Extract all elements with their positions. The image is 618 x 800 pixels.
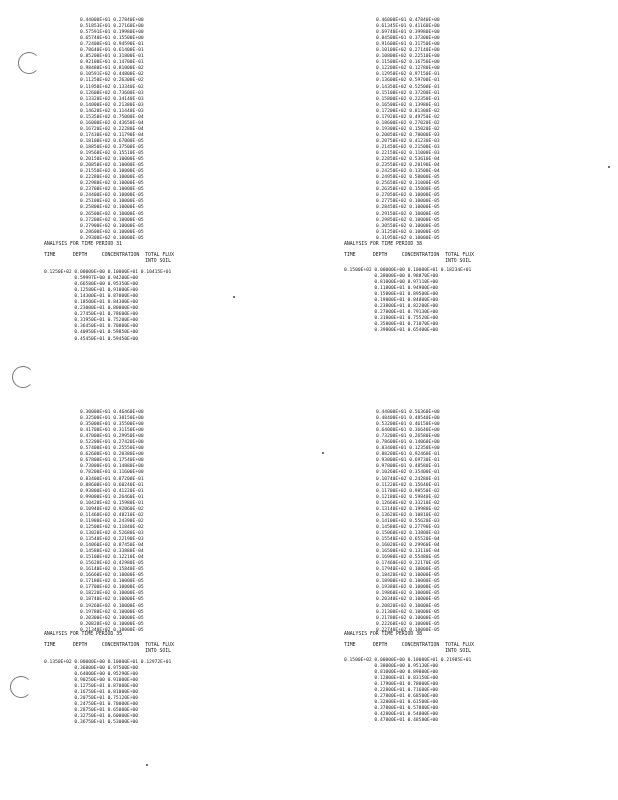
table-row: 0.22800E+01 0.71600E+00 xyxy=(344,688,439,694)
table-row: 0.35800E+01 0.71070E+00 xyxy=(344,322,439,328)
data-row: 0.12660E+02 0.33210E-02 xyxy=(376,500,440,506)
table-body-bottom-left xyxy=(44,660,171,727)
data-row: 0.25650E+02 0.31000E-05 xyxy=(376,181,440,187)
data-row: 0.24950E+02 0.58000E-05 xyxy=(376,175,440,181)
data-row: 0.88200E+01 0.92460E-01 xyxy=(376,452,440,458)
data-row: 0.25100E+02 0.10000E-05 xyxy=(80,199,144,205)
data-row: 0.13020E+02 0.52680E-03 xyxy=(80,530,144,536)
data-row: 0.83400E+01 0.87200E-01 xyxy=(80,476,144,482)
data-row: 0.11220E+02 0.15640E-01 xyxy=(376,482,440,488)
print-speck xyxy=(146,764,148,766)
data-row: 0.27750E+02 0.10000E-05 xyxy=(376,199,440,205)
data-row: 0.12200E+02 0.12780E+00 xyxy=(376,66,440,72)
data-row: 0.18740E+02 0.10000E-05 xyxy=(80,597,144,603)
data-row: 0.15800E+02 0.22350E-01 xyxy=(376,96,440,102)
data-row: 0.10740E+02 0.24280E-01 xyxy=(376,476,440,482)
table-row: 0.42800E+01 0.54000E+00 xyxy=(344,712,439,718)
data-row: 0.10420E+02 0.15980E-01 xyxy=(80,500,144,506)
data-row: 0.14580E+02 0.33880E-04 xyxy=(80,549,144,555)
data-row: 0.24250E+02 0.13500E-04 xyxy=(376,169,440,175)
data-row: 0.93800E+01 0.41220E-01 xyxy=(80,488,144,494)
table-row: 0.15800E+01 0.89500E+00 xyxy=(344,292,439,298)
data-row: 0.52200E+01 0.27420E+00 xyxy=(80,440,144,446)
data-row: 0.30000E+01 0.46460E+00 xyxy=(80,410,144,415)
table-row: 0.38000E+00 0.95130E+00 xyxy=(344,664,439,670)
data-row: 0.17180E+02 0.10000E-05 xyxy=(80,579,144,585)
data-row: 0.21550E+02 0.10000E-05 xyxy=(80,169,144,175)
data-row: 0.14060E+02 0.87450E-04 xyxy=(80,543,144,549)
data-row: 0.13140E+02 0.19980E-02 xyxy=(376,506,440,512)
data-row: 0.14100E+02 0.55620E-03 xyxy=(376,518,440,524)
table-row: 0.37800E+01 0.57880E+00 xyxy=(344,706,439,712)
data-row: 0.22150E+02 0.11000E-03 xyxy=(376,151,440,157)
data-row: 0.11700E+02 0.98550E-02 xyxy=(376,488,440,494)
table-row: 0.16750E+01 0.81000E+00 xyxy=(44,690,139,696)
data-row: 0.11950E+02 0.13340E-02 xyxy=(80,84,144,90)
data-row: 0.78640E+01 0.61400E-01 xyxy=(80,48,144,54)
table-row: 0.66580E+00 0.95350E+00 xyxy=(44,282,139,288)
print-speck xyxy=(322,452,324,454)
data-row: 0.17940E+02 0.10000E-05 xyxy=(376,567,440,573)
data-row: 0.10800E+02 0.22510E+00 xyxy=(376,54,440,60)
data-row: 0.10100E+02 0.27140E+00 xyxy=(376,48,440,54)
print-speck xyxy=(233,296,235,298)
data-row: 0.23550E+02 0.28190E-04 xyxy=(376,163,440,169)
table-row: 0.31800E+01 0.75520E+00 xyxy=(344,316,439,322)
table-row: 0.12750E+01 0.87000E+00 xyxy=(44,684,139,690)
data-row: 0.32500E+01 0.38150E+00 xyxy=(80,416,144,422)
data-row: 0.19300E+02 0.15020E-02 xyxy=(376,126,440,132)
data-column-bottom-right xyxy=(376,410,440,634)
data-row: 0.29850E+02 0.10000E-05 xyxy=(376,217,440,223)
data-row: 0.92100E+01 0.14700E-01 xyxy=(80,60,144,66)
data-row: 0.48400E+01 0.48540E+00 xyxy=(376,416,440,422)
data-column-bottom-left xyxy=(80,410,144,634)
data-row: 0.20340E+02 0.10000E-05 xyxy=(376,597,440,603)
data-row: 0.27900E+02 0.10000E-05 xyxy=(80,223,144,229)
table-body-top-left xyxy=(44,270,171,343)
data-row: 0.17460E+02 0.22170E-05 xyxy=(376,561,440,567)
data-row: 0.10260E+02 0.35400E-01 xyxy=(376,470,440,476)
data-row: 0.13540E+02 0.22190E-03 xyxy=(80,536,144,542)
data-row: 0.85200E+01 0.31800E-01 xyxy=(80,54,144,60)
data-row: 0.13600E+02 0.59700E-01 xyxy=(376,78,440,84)
table-row: 0.90250E+00 0.91000E+00 xyxy=(44,678,139,684)
data-row: 0.19260E+02 0.10000E-05 xyxy=(80,603,144,609)
data-row: 0.24400E+02 0.10000E-05 xyxy=(80,193,144,199)
table-row: 0.1500E+02 0.00000E+00 0.10000E+01 0.21985E+01 xyxy=(344,658,472,663)
data-row: 0.20820E+02 0.10000E-05 xyxy=(376,603,440,609)
data-row: 0.21450E+02 0.21500E-03 xyxy=(376,144,440,150)
data-row: 0.15350E+02 0.75000E-04 xyxy=(80,114,144,120)
data-row: 0.17700E+02 0.10000E-05 xyxy=(80,585,144,591)
data-row: 0.14580E+02 0.27790E-03 xyxy=(376,524,440,530)
data-row: 0.10591E+02 0.44800E-02 xyxy=(80,72,144,78)
data-row: 0.12500E+02 0.11840E-02 xyxy=(80,524,144,530)
table-row: 0.1250E+02 0.00000E+00 0.10000E+01 0.10415E+01 xyxy=(44,270,172,275)
data-row: 0.73200E+01 0.26580E+00 xyxy=(376,434,440,440)
section-title-top-right: ANALYSIS FOR TIME PERIOD 38 xyxy=(344,242,422,247)
table-row: 0.64000E+00 0.95290E+00 xyxy=(44,672,139,678)
data-row: 0.83400E+01 0.12350E+00 xyxy=(376,446,440,452)
data-row: 0.28600E+02 0.10000E-05 xyxy=(80,229,144,235)
data-row: 0.22980E+02 0.10000E-05 xyxy=(80,181,144,187)
table-header-bottom-right: TIME DEPTH CONCENTRATION TOTAL FLUX INTO SOIL xyxy=(344,643,474,654)
table-row: 0.23000E+01 0.80000E+00 xyxy=(44,306,139,312)
table-row: 0.45450E+01 0.59450E+00 xyxy=(44,336,139,342)
data-row: 0.15060E+02 0.13800E-03 xyxy=(376,530,440,536)
table-row: 0.20750E+01 0.75120E+00 xyxy=(44,696,139,702)
data-row: 0.64000E+01 0.36640E+00 xyxy=(376,428,440,434)
data-row: 0.16500E+02 0.13980E-01 xyxy=(376,102,440,108)
data-row: 0.30550E+02 0.10000E-05 xyxy=(376,223,440,229)
data-row: 0.12180E+02 0.59840E-02 xyxy=(376,494,440,500)
table-header-top-left: TIME DEPTH CONCENTRATION TOTAL FLUX INTO SOIL xyxy=(44,253,174,264)
data-row: 0.14350E+02 0.52500E-01 xyxy=(376,84,440,90)
data-row: 0.18220E+02 0.10000E-05 xyxy=(80,591,144,597)
data-row: 0.26500E+02 0.10000E-05 xyxy=(80,211,144,217)
data-row: 0.15100E+02 0.12210E-04 xyxy=(80,555,144,561)
data-row: 0.13620E+02 0.10810E-02 xyxy=(376,512,440,518)
table-row: 0.27800E+01 0.79130E+00 xyxy=(344,310,439,316)
data-row: 0.12950E+02 0.97150E-01 xyxy=(376,72,440,78)
data-row: 0.44000E+01 0.56360E+00 xyxy=(376,410,440,415)
print-speck xyxy=(608,166,610,168)
table-row: 0.36750E+01 0.53000E+00 xyxy=(44,720,139,726)
data-row: 0.16720E+02 0.22280E-04 xyxy=(80,126,144,132)
data-row: 0.46000E+01 0.47840E+00 xyxy=(376,18,440,23)
data-row: 0.22260E+02 0.10000E-05 xyxy=(376,621,440,627)
data-row: 0.31950E+02 0.10000E-05 xyxy=(376,235,440,241)
data-row: 0.31250E+02 0.10000E-05 xyxy=(376,229,440,235)
data-row: 0.15620E+02 0.42980E-05 xyxy=(80,561,144,567)
section-title-top-left: ANALYSIS FOR TIME PERIOD 31 xyxy=(44,242,122,247)
data-row: 0.47000E+01 0.29950E+00 xyxy=(80,434,144,440)
data-row: 0.18600E+02 0.27020E-02 xyxy=(376,120,440,126)
data-row: 0.69740E+01 0.39980E+00 xyxy=(376,30,440,36)
data-row: 0.98480E+01 0.81000E-02 xyxy=(80,66,144,72)
data-row: 0.20050E+02 0.78000E-03 xyxy=(376,132,440,138)
table-row: 0.81000E+00 0.89000E+00 xyxy=(344,670,439,676)
table-row: 0.24750E+01 0.70000E+00 xyxy=(44,702,139,708)
table-row: 0.27450E+01 0.78600E+00 xyxy=(44,312,139,318)
data-row: 0.25800E+02 0.10000E-05 xyxy=(80,205,144,211)
data-row: 0.18420E+02 0.10000E-05 xyxy=(376,573,440,579)
data-row: 0.62600E+01 0.20380E+00 xyxy=(80,452,144,458)
table-row: 0.32750E+01 0.60000E+00 xyxy=(44,714,139,720)
table-row: 0.59997E+00 0.94200E+00 xyxy=(44,276,139,282)
table-body-top-right xyxy=(344,268,471,335)
data-row: 0.61345E+01 0.41160E+00 xyxy=(376,24,440,30)
data-column-top-left xyxy=(80,18,144,242)
data-row: 0.18900E+02 0.10000E-05 xyxy=(376,579,440,585)
data-column-top-right xyxy=(376,18,440,242)
table-row: 0.1500E+02 0.00000E+00 0.10000E+01 0.18234E+01 xyxy=(344,268,472,273)
data-row: 0.12600E+02 0.73600E-03 xyxy=(80,90,144,96)
data-row: 0.28450E+02 0.10000E-05 xyxy=(376,205,440,211)
data-row: 0.78200E+01 0.11600E+00 xyxy=(80,470,144,476)
data-row: 0.19780E+02 0.10000E-05 xyxy=(80,609,144,615)
table-row: 0.19800E+01 0.84800E+00 xyxy=(344,298,439,304)
table-row: 0.81000E+00 0.97110E+00 xyxy=(344,280,439,286)
data-row: 0.15540E+02 0.65520E-04 xyxy=(376,536,440,542)
data-row: 0.21300E+02 0.10000E-05 xyxy=(376,609,440,615)
data-row: 0.16500E+02 0.13110E-04 xyxy=(376,549,440,555)
data-row: 0.13320E+02 0.34140E-03 xyxy=(80,96,144,102)
table-body-bottom-right xyxy=(344,658,471,725)
punch-hole-icon xyxy=(18,52,40,74)
data-row: 0.18100E+02 0.67000E-05 xyxy=(80,138,144,144)
table-row: 0.32800E+01 0.61500E+00 xyxy=(344,700,439,706)
table-row: 0.12800E+01 0.83150E+00 xyxy=(344,676,439,682)
data-row: 0.16020E+02 0.29960E-04 xyxy=(376,543,440,549)
data-row: 0.20750E+02 0.41230E-03 xyxy=(376,138,440,144)
data-row: 0.21340E+02 0.10000E-05 xyxy=(80,627,144,633)
data-row: 0.57400E+01 0.25550E+00 xyxy=(80,446,144,452)
table-row: 0.23800E+01 0.82200E+00 xyxy=(344,304,439,310)
data-row: 0.14000E+02 0.21380E-03 xyxy=(80,102,144,108)
data-row: 0.19860E+02 0.10000E-05 xyxy=(376,591,440,597)
table-row: 0.40950E+01 0.59850E+00 xyxy=(44,330,139,336)
data-row: 0.78600E+01 0.14060E+00 xyxy=(376,440,440,446)
table-row: 0.12580E+01 0.91000E+00 xyxy=(44,288,139,294)
data-row: 0.17430E+02 0.11790E-04 xyxy=(80,132,144,138)
data-row: 0.16660E+02 0.10000E-05 xyxy=(80,573,144,579)
data-row: 0.10940E+02 0.92060E-02 xyxy=(80,506,144,512)
table-row: 0.36000E+00 0.97500E+00 xyxy=(44,666,139,672)
data-row: 0.11980E+02 0.24390E-02 xyxy=(80,518,144,524)
table-row: 0.11800E+01 0.94900E+00 xyxy=(344,286,439,292)
data-row: 0.19380E+02 0.10000E-05 xyxy=(376,585,440,591)
data-row: 0.65740E+01 0.15500E+00 xyxy=(80,36,144,42)
data-row: 0.20820E+02 0.10000E-05 xyxy=(80,621,144,627)
data-row: 0.20300E+02 0.10000E-05 xyxy=(80,615,144,621)
data-row: 0.53200E+01 0.46150E+00 xyxy=(376,422,440,428)
data-row: 0.18850E+02 0.37500E-05 xyxy=(80,144,144,150)
data-row: 0.27200E+02 0.10000E-05 xyxy=(80,217,144,223)
table-row: 0.47800E+01 0.48580E+00 xyxy=(344,718,439,724)
table-row: 0.17900E+01 0.78000E+00 xyxy=(344,682,439,688)
section-title-bottom-left: ANALYSIS FOR TIME PERIOD 35 xyxy=(44,632,122,637)
data-row: 0.11250E+02 0.26300E-02 xyxy=(80,78,144,84)
data-row: 0.22850E+02 0.53610E-04 xyxy=(376,157,440,163)
table-row: 0.28750E+01 0.65000E+00 xyxy=(44,708,139,714)
table-header-bottom-left: TIME DEPTH CONCENTRATION TOTAL FLUX INTO SOIL xyxy=(44,643,174,654)
data-row: 0.44000E+01 0.27840E+00 xyxy=(80,18,144,23)
data-row: 0.29300E+02 0.10000E-05 xyxy=(80,235,144,241)
data-row: 0.20150E+02 0.10000E-05 xyxy=(80,157,144,163)
data-row: 0.22740E+02 0.10000E-05 xyxy=(376,627,440,633)
data-row: 0.72400E+01 0.94590E-01 xyxy=(80,42,144,48)
section-title-bottom-right: ANALYSIS FOR TIME PERIOD 38 xyxy=(344,632,422,637)
data-row: 0.17200E+02 0.81300E-02 xyxy=(376,108,440,114)
data-row: 0.41700E+01 0.31150E+00 xyxy=(80,428,144,434)
data-row: 0.16000E+02 0.43650E-04 xyxy=(80,120,144,126)
data-row: 0.17920E+02 0.49750E-02 xyxy=(376,114,440,120)
data-row: 0.93000E+01 0.69730E-01 xyxy=(376,458,440,464)
data-row: 0.91600E+01 0.31750E+00 xyxy=(376,42,440,48)
table-row: 0.38000E+00 0.98870E+00 xyxy=(344,274,439,280)
data-row: 0.16980E+02 0.55480E-05 xyxy=(376,555,440,561)
table-row: 0.27800E+01 0.68500E+00 xyxy=(344,694,439,700)
data-row: 0.14620E+02 0.11440E-03 xyxy=(80,108,144,114)
data-row: 0.15100E+02 0.37200E-01 xyxy=(376,90,440,96)
punch-hole-icon xyxy=(10,676,32,698)
data-row: 0.29150E+02 0.10000E-05 xyxy=(376,211,440,217)
table-header-top-right: TIME DEPTH CONCENTRATION TOTAL FLUX INTO SOIL xyxy=(344,253,474,264)
data-row: 0.97800E+01 0.48580E-01 xyxy=(376,464,440,470)
data-row: 0.84500E+01 0.37300E+00 xyxy=(376,36,440,42)
data-row: 0.20850E+02 0.10000E-05 xyxy=(80,163,144,169)
table-row: 0.36450E+01 0.70800E+00 xyxy=(44,324,139,330)
data-row: 0.67800E+01 0.17540E+00 xyxy=(80,458,144,464)
data-row: 0.23700E+02 0.10000E-05 xyxy=(80,187,144,193)
data-row: 0.26350E+02 0.15000E-05 xyxy=(376,187,440,193)
data-row: 0.27050E+02 0.10000E-05 xyxy=(376,193,440,199)
data-row: 0.11500E+02 0.16750E+00 xyxy=(376,60,440,66)
data-row: 0.73000E+01 0.14880E+00 xyxy=(80,464,144,470)
table-row: 0.18500E+01 0.84300E+00 xyxy=(44,300,139,306)
data-row: 0.11460E+02 0.48210E-02 xyxy=(80,512,144,518)
table-row: 0.14300E+01 0.87000E+00 xyxy=(44,294,139,300)
data-row: 0.35000E+01 0.35500E+00 xyxy=(80,422,144,428)
table-row: 0.1350E+02 0.00000E+00 0.10000E+01 0.12972E+01 xyxy=(44,660,172,665)
data-row: 0.22280E+02 0.10000E-05 xyxy=(80,175,144,181)
table-row: 0.31950E+01 0.75200E+00 xyxy=(44,318,139,324)
data-row: 0.99000E+01 0.26460E-01 xyxy=(80,494,144,500)
data-row: 0.21780E+02 0.10000E-05 xyxy=(376,615,440,621)
data-row: 0.51853E+01 0.27160E+00 xyxy=(80,24,144,30)
data-row: 0.88600E+01 0.60240E-01 xyxy=(80,482,144,488)
data-row: 0.19560E+02 0.15510E-05 xyxy=(80,151,144,157)
table-row: 0.39800E+01 0.65400E+00 xyxy=(344,328,439,334)
punch-hole-icon xyxy=(12,366,34,388)
data-row: 0.57591E+01 0.19980E+00 xyxy=(80,30,144,36)
data-row: 0.16140E+02 0.15840E-05 xyxy=(80,567,144,573)
